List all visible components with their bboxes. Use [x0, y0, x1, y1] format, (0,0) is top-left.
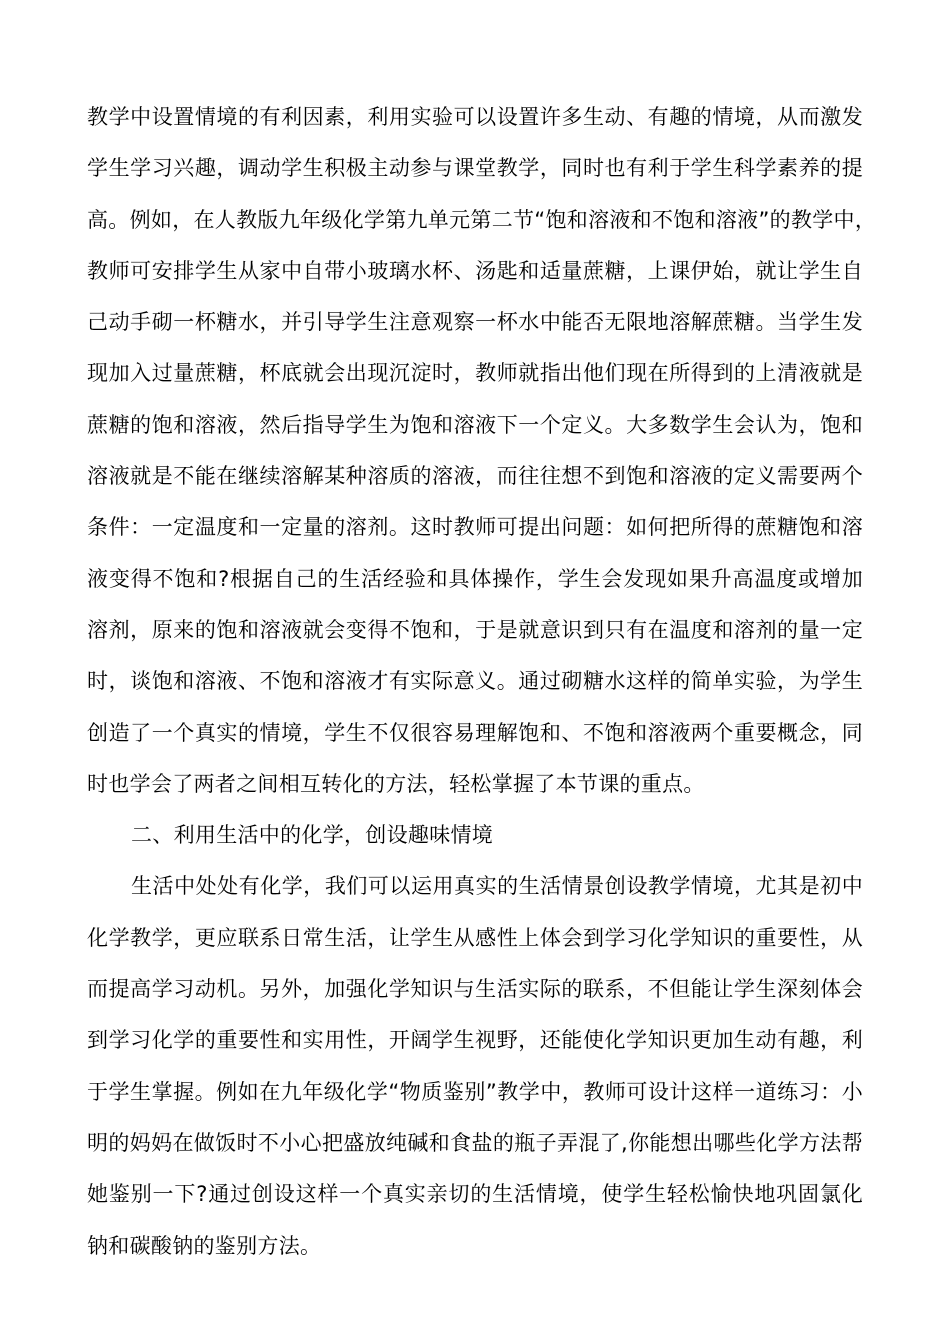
text-line: 而提高学习动机。另外，加强化学知识与生活实际的联系，不但能让学生深刻体会 [87, 977, 863, 1002]
document-body [87, 92, 877, 1272]
text-line: 教学中设置情境的有利因素，利用实验可以设置许多生动、有趣的情境，从而激发 [87, 105, 863, 129]
text-line: 现加入过量蔗糖，杯底就会出现沉淀时，教师就指出他们现在所得到的上清液就是 [87, 361, 863, 386]
text-line: 蔗糖的饱和溶液，然后指导学生为饱和溶液下一个定义。大多数学生会认为，饱和 [87, 412, 863, 437]
text-line: 创造了一个真实的情境，学生不仅很容易理解饱和、不饱和溶液两个重要概念，同 [87, 720, 863, 745]
section-heading: 二、利用生活中的化学，创设趣味情境 [131, 823, 494, 848]
text-line: 学生学习兴趣，调动学生积极主动参与课堂教学，同时也有利于学生科学素养的提 [87, 156, 863, 181]
paragraph-experiment-context [87, 92, 877, 810]
text-line: 教师可安排学生从家中自带小玻璃水杯、汤匙和适量蔗糖，上课伊始，就让学生自 [87, 258, 863, 283]
text-line: 己动手砌一杯糖水，并引导学生注意观察一杯水中能否无限地溶解蔗糖。当学生发 [87, 310, 863, 335]
text-line: 时也学会了两者之间相互转化的方法，轻松掌握了本节课的重点。 [87, 771, 705, 796]
text-line: 生活中处处有化学，我们可以运用真实的生活情景创设教学情境，尤其是初中 [131, 874, 863, 899]
text-line: 钠和碳酸钠的鉴别方法。 [87, 1233, 322, 1258]
text-line: 明的妈妈在做饭时不小心把盛放纯碱和食盐的瓶子弄混了,你能想出哪些化学方法帮 [87, 1130, 863, 1155]
text-line: 化学教学，更应联系日常生活，让学生从感性上体会到学习化学知识的重要性，从 [87, 925, 863, 950]
text-line: 条件：一定温度和一定量的溶剂。这时教师可提出问题：如何把所得的蔗糖饱和溶 [87, 515, 863, 540]
paragraph-life-chemistry [87, 861, 863, 1271]
text-line: 液变得不饱和?根据自己的生活经验和具体操作，学生会发现如果升高温度或增加 [87, 566, 863, 591]
text-line: 溶剂，原来的饱和溶液就会变得不饱和，于是就意识到只有在温度和溶剂的量一定 [87, 617, 863, 642]
text-line: 溶液就是不能在继续溶解某种溶质的溶液，而往往想不到饱和溶液的定义需要两个 [87, 464, 863, 489]
text-line: 时，谈饱和溶液、不饱和溶液才有实际意义。通过砌糖水这样的简单实验，为学生 [87, 669, 863, 694]
text-line: 高。例如，在人教版九年级化学第九单元第二节“饱和溶液和不饱和溶液”的教学中， [87, 207, 877, 232]
text-line: 于学生掌握。例如在九年级化学“物质鉴别”教学中，教师可设计这样一道练习：小 [87, 1079, 863, 1104]
text-line: 她鉴别一下?通过创设这样一个真实亲切的生活情境，使学生轻松愉快地巩固氯化 [87, 1182, 863, 1207]
text-line: 到学习化学的重要性和实用性，开阔学生视野，还能使化学知识更加生动有趣，利 [87, 1028, 863, 1053]
